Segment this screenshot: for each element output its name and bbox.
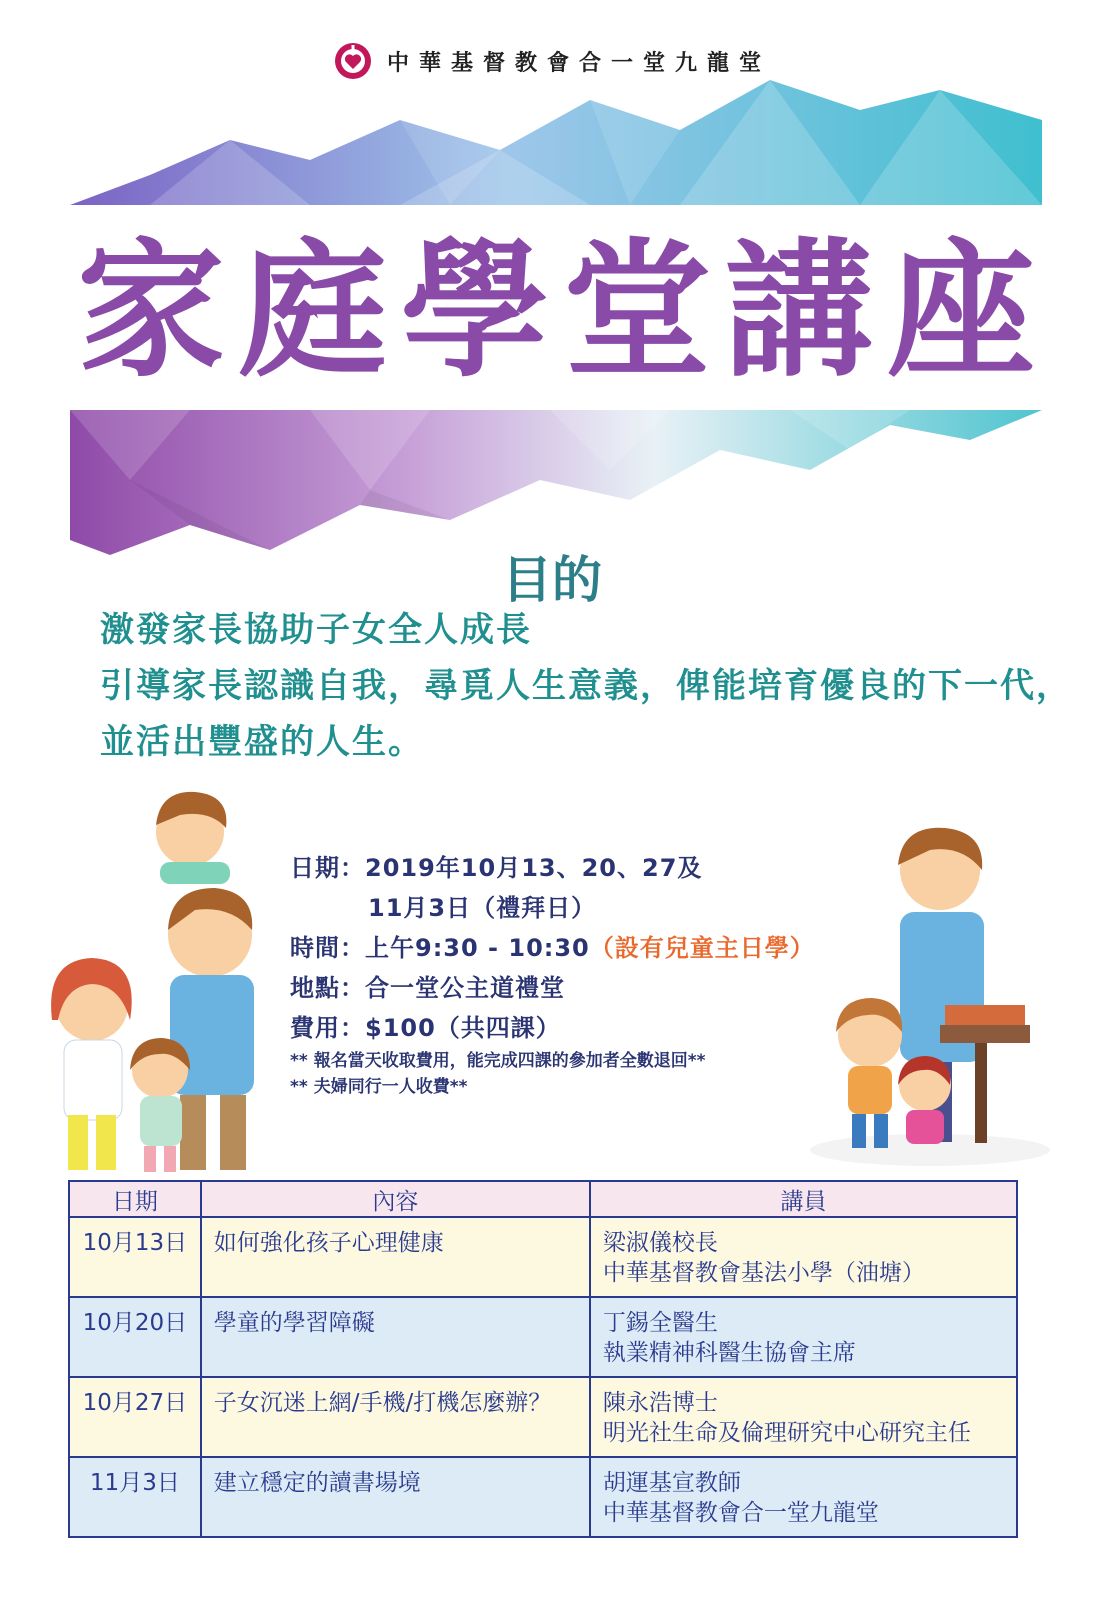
couple-note: ** 夫婦同行一人收費** (290, 1077, 468, 1097)
row-topic: 子女沉迷上網/手機/打機怎麼辦？ (201, 1377, 590, 1457)
speaker-name: 陳永浩博士 (602, 1390, 718, 1416)
fee-label: 費用： (290, 1014, 365, 1042)
title-char: 庭 (239, 223, 387, 397)
purpose-line: 激發家長協助子女全人成長 (100, 610, 532, 650)
title-char: 座 (887, 223, 1035, 397)
event-info (290, 848, 870, 1100)
table-header-row (69, 1181, 1017, 1217)
main-title (70, 215, 1042, 405)
time-row (290, 928, 870, 968)
church-heart-logo-icon (333, 41, 373, 81)
date-row-2 (290, 888, 870, 928)
title-char: 堂 (563, 223, 711, 397)
purpose-line: 引導家長認識自我，尋覓人生意義，俾能培育優良的下一代， (100, 666, 1072, 706)
row-speaker (590, 1377, 1017, 1457)
org-name: 中華基督教會合一堂九龍堂 (386, 49, 771, 76)
fee-row (290, 1008, 870, 1048)
venue-value: 合一堂公主道禮堂 (365, 974, 565, 1002)
fee-value: $100（共四課） (365, 1014, 561, 1042)
row-topic: 學童的學習障礙 (201, 1297, 590, 1377)
org-header (0, 36, 1104, 86)
row-date: 10月13日 (69, 1217, 201, 1297)
fee-note: ** 報名當天收取費用，能完成四課的參加者全數退回** (290, 1051, 706, 1071)
header-speaker: 講員 (590, 1181, 1017, 1217)
speaker-name: 丁錫全醫生 (602, 1310, 718, 1336)
table-row (69, 1377, 1017, 1457)
schedule-table (68, 1180, 1018, 1538)
venue-label: 地點： (290, 974, 365, 1002)
table-row (69, 1297, 1017, 1377)
sunday-school-note: （設有兒童主日學） (589, 934, 815, 962)
family-illustration (30, 770, 300, 1180)
speaker-org: 中華基督教會基法小學（油塘） (602, 1260, 925, 1286)
speaker-name: 梁淑儀校長 (602, 1230, 718, 1256)
date-row (290, 848, 870, 888)
venue-row (290, 968, 870, 1008)
date-label: 日期： (290, 854, 365, 882)
title-char: 學 (401, 223, 549, 397)
row-date: 10月27日 (69, 1377, 201, 1457)
title-char: 家 (77, 223, 225, 397)
speaker-org: 中華基督教會合一堂九龍堂 (602, 1500, 879, 1526)
purpose-line: 並活出豐盛的人生。 (100, 722, 424, 762)
top-geometric-band (70, 80, 1042, 210)
row-topic: 建立穩定的讀書場境 (201, 1457, 590, 1537)
date-value-2: 11月3日（禮拜日） (368, 894, 597, 922)
row-speaker (590, 1217, 1017, 1297)
row-topic: 如何強化孩子心理健康 (201, 1217, 590, 1297)
speaker-org: 明光社生命及倫理研究中心研究主任 (602, 1420, 971, 1446)
table-row (69, 1457, 1017, 1537)
header-date: 日期 (69, 1181, 201, 1217)
time-label: 時間： (290, 934, 365, 962)
speaker-name: 胡運基宣教師 (602, 1470, 741, 1496)
title-char: 講 (725, 223, 873, 397)
row-speaker (590, 1297, 1017, 1377)
purpose-text (100, 602, 1072, 770)
row-date: 11月3日 (69, 1457, 201, 1537)
row-speaker (590, 1457, 1017, 1537)
date-value: 2019年10月13、20、27及 (365, 854, 703, 882)
purpose-heading: 目的 (502, 551, 602, 609)
table-row (69, 1217, 1017, 1297)
bottom-geometric-band (70, 410, 1042, 555)
time-value: 上午9:30 - 10:30 (365, 934, 590, 962)
speaker-org: 執業精神科醫生協會主席 (602, 1340, 856, 1366)
row-date: 10月20日 (69, 1297, 201, 1377)
header-content: 內容 (201, 1181, 590, 1217)
